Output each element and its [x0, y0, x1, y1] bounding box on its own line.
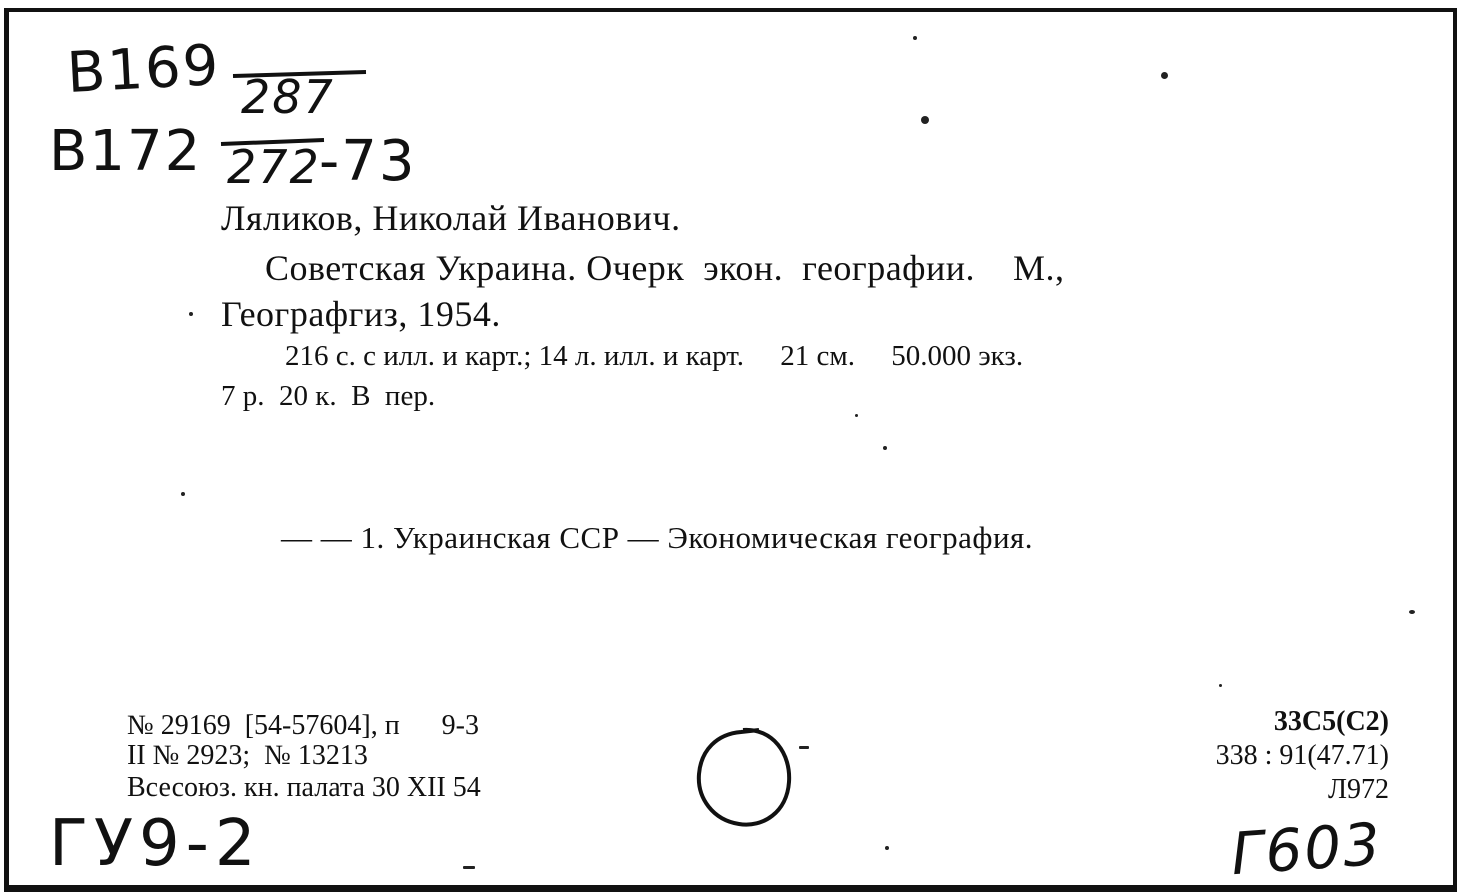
shelf-mark-1-code: B169: [65, 33, 222, 106]
shelf-mark-2-underline: [219, 138, 329, 148]
ink-speck: [1161, 72, 1168, 79]
ink-speck: [921, 116, 929, 124]
ink-speck: [855, 414, 858, 417]
hand-drawn-circle: [693, 724, 803, 834]
classification-code-1: 33С5(С2): [1273, 706, 1389, 737]
shelf-mark-2-number: 272: [227, 140, 321, 194]
shelf-mark-1-underline: [231, 70, 371, 80]
author-heading: Ляликов, Николай Иванович.: [221, 198, 681, 238]
ink-speck: [1409, 610, 1415, 614]
ink-speck: [885, 846, 889, 850]
collation-line-1: 216 с. с илл. и карт.; 14 л. илл. и карт. 21 см. 50.000 экз.: [285, 340, 1024, 372]
ink-speck: [463, 866, 475, 869]
ink-speck: [883, 446, 887, 450]
registry-line-2: II № 2923; № 13213: [127, 740, 368, 771]
ink-speck: [181, 492, 185, 496]
title-line-2: Географгиз, 1954.: [221, 294, 501, 334]
ink-speck: [189, 312, 193, 316]
collation-line-2: 7 р. 20 к. В пер.: [221, 380, 436, 412]
catalog-card: [4, 8, 1457, 892]
bottom-right-handwritten-code: Г603: [1228, 809, 1385, 889]
ink-speck: [799, 746, 809, 749]
shelf-mark-1-number: 287: [241, 70, 335, 124]
registry-line-3: Всесоюз. кн. палата 30 XII 54: [127, 772, 481, 803]
bottom-left-handwritten-code: ГУ9-2: [49, 807, 262, 881]
classification-code-3: Л972: [1328, 774, 1389, 805]
shelf-mark-2-code: B172: [49, 119, 203, 184]
classification-code-2: 338 : 91(47.71): [1215, 740, 1389, 771]
shelf-mark-2-suffix: -73: [319, 129, 417, 194]
subject-heading: — — 1. Украинская ССР — Экономическая география.: [281, 520, 1034, 555]
registry-line-1: № 29169 [54-57604], п 9-3: [127, 710, 479, 741]
ink-speck: [913, 36, 917, 40]
ink-speck: [1219, 684, 1222, 687]
title-line-1: Советская Украина. Очерк экон. географии. М.,: [265, 248, 1065, 288]
